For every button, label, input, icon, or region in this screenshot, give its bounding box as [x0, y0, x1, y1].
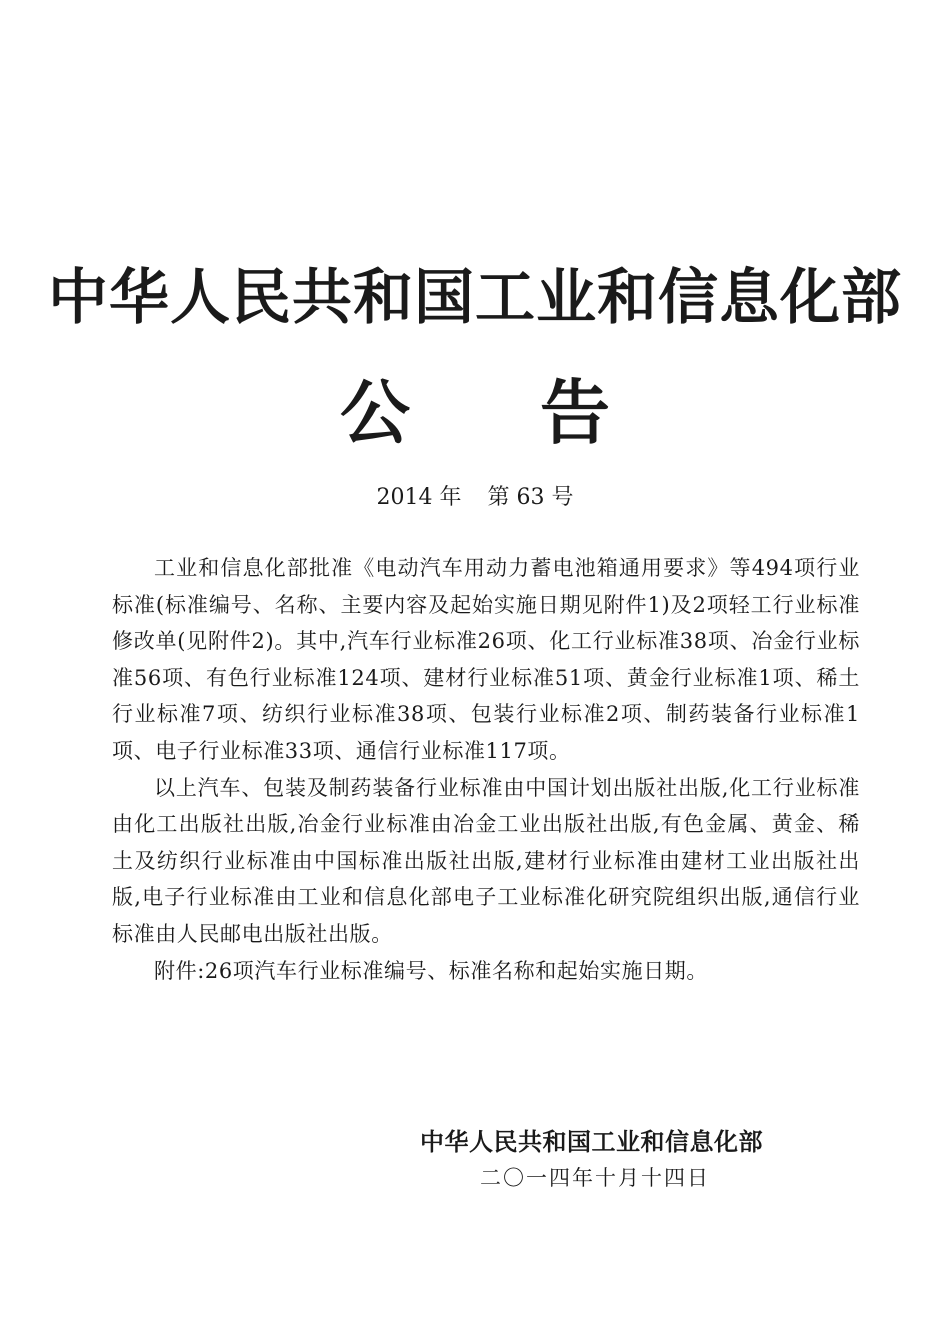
issue-number-line: [0, 482, 950, 514]
issuing-organization-title: 中华人民共和国工业和信息化部: [48, 263, 902, 333]
notice-title-char-2: 告: [540, 372, 610, 454]
notice-body: [112, 550, 860, 989]
notice-title-char-1: 公: [340, 372, 410, 454]
notice-title: [0, 368, 950, 458]
body-paragraph-1: 工业和信息化部批准《电动汽车用动力蓄电池箱通用要求》等494项行业标准(标准编号、名称、主要内容及起始实施日期见附件1)及2项轻工行业标准修改单(见附件2)。其中,汽车行业标准26项、化工行业标准38项、冶金行业标准56项、有色行业标准124项、建材行业标准51项、黄金行业标准1项、稀土行业标准7项、纺织行业标准38项、包装行业标准2项、制药装备行业标准1项、电子行业标准33项、通信行业标准117项。: [112, 556, 860, 763]
body-paragraph-2: 以上汽车、包装及制药装备行业标准由中国计划出版社出版,化工行业标准由化工出版社出版,冶金行业标准由冶金工业出版社出版,有色金属、黄金、稀土及纺织行业标准由中国标准出版社出版,建材行业标准由建材工业出版社出版,电子行业标准由工业和信息化部电子工业标准化研究院组织出版,通信行业标准由人民邮电出版社出版。: [112, 775, 860, 946]
signature-block: [420, 1124, 800, 1196]
issue-number: 第 63 号: [487, 485, 574, 510]
signature-organization: 中华人民共和国工业和信息化部: [420, 1128, 763, 1156]
attachment-line: 附件:26项汽车行业标准编号、标准名称和起始实施日期。: [154, 958, 708, 983]
issue-year: 2014 年: [376, 485, 462, 510]
signature-date: 二〇一四年十月十四日: [480, 1166, 710, 1190]
